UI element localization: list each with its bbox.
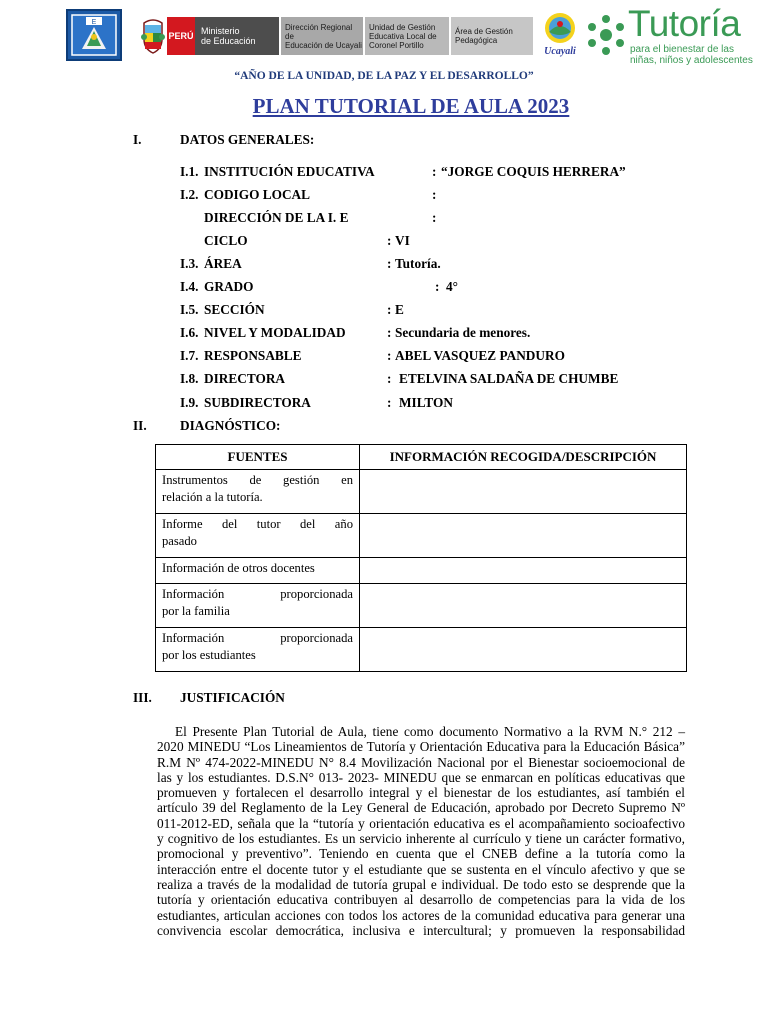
source-cell — [156, 628, 360, 672]
field-value: E — [395, 302, 404, 317]
info-cell — [360, 558, 687, 584]
ugel-line-3: Coronel Portillo — [369, 40, 424, 50]
field-separator: : — [435, 279, 440, 294]
peru-label: PERÚ — [167, 17, 195, 55]
ministry-line-2: de Educación — [201, 36, 256, 46]
field-separator: : — [432, 187, 437, 202]
tutoria-sub-line-1: para el bienestar de las — [630, 44, 734, 55]
source-cell — [156, 470, 360, 514]
drel-line-2: Educación de Ucayali — [285, 40, 362, 50]
field-value: ABEL VASQUEZ PANDURO — [395, 348, 565, 363]
source-line: Información proporcionada — [162, 587, 353, 601]
table-header-row — [156, 445, 687, 470]
field-label: DIRECTORA — [204, 371, 286, 386]
field-label: DIRECCIÓN DE LA I. E — [204, 210, 349, 225]
field-label: CICLO — [204, 233, 248, 248]
paragraph-line: tutoría y orientación educativa contribuyen al desarrollo de competencias para la vida de los — [157, 892, 685, 908]
source-line: por la familia — [162, 604, 230, 618]
paragraph-line: interacción entre el docente tutor y el estudiante que se sustenta en el vínculo afectivo y que se — [157, 861, 685, 877]
field-label: ÁREA — [204, 256, 242, 271]
field-label: NIVEL Y MODALIDAD — [204, 325, 346, 340]
table-row — [156, 470, 687, 514]
field-separator: : — [387, 233, 392, 248]
source-line: Instrumentos de gestión en — [162, 473, 353, 487]
source-cell — [156, 584, 360, 628]
section-1-title: DATOS GENERALES: — [180, 132, 315, 147]
field-separator: : — [387, 302, 392, 317]
field-number: I.2. — [180, 187, 199, 202]
ugel-label — [365, 17, 449, 55]
section-3-number: III. — [133, 690, 152, 705]
table-row — [156, 558, 687, 584]
field-number: I.9. — [180, 395, 199, 410]
drel-line-1: Dirección Regional de — [285, 22, 353, 41]
paragraph-line: promueven y fortalecen el desarrollo integral y el bienestar de los estudiantes, así también el — [157, 785, 685, 801]
field-number: I.6. — [180, 325, 199, 340]
field-value: MILTON — [399, 395, 453, 410]
table-row — [156, 584, 687, 628]
field-value: 4° — [446, 279, 458, 294]
field-separator: : — [387, 395, 392, 410]
field-separator: : — [387, 325, 392, 340]
svg-text:E: E — [91, 19, 97, 26]
field-separator: : — [387, 348, 392, 363]
paragraph-line: El Presente Plan Tutorial de Aula, tiene como documento Normativo a la RVM N.° 212 – — [175, 724, 685, 739]
field-label: CODIGO LOCAL — [204, 187, 311, 202]
table-row — [156, 628, 687, 672]
paragraph-line: estudiantes, articulan acciones con todos los actores de la comunidad educativa para generar una — [157, 907, 685, 923]
ugel-line-1: Unidad de Gestión — [369, 22, 436, 32]
source-cell — [156, 558, 360, 584]
source-line: por los estudiantes — [162, 648, 256, 662]
field-number: I.7. — [180, 348, 199, 363]
ucayali-logo — [538, 10, 582, 60]
field-number: I.1. — [180, 164, 199, 179]
tutoria-dots-icon — [586, 10, 626, 60]
field-separator: : — [387, 256, 392, 271]
diagnostic-table — [155, 444, 687, 672]
field-value: ETELVINA SALDAÑA DE CHUMBE — [399, 371, 619, 386]
field-separator: : — [432, 164, 437, 179]
year-slogan: “AÑO DE LA UNIDAD, DE LA PAZ Y EL DESARROLLO” — [234, 70, 534, 82]
section-1-number: I. — [133, 132, 142, 147]
info-cell — [360, 584, 687, 628]
field-separator: : — [432, 210, 437, 225]
paragraph-line: las y los estudiantes. D.S.N° 013- 2023- MINEDU que se enmarcan en políticas educativas que — [157, 769, 685, 785]
field-label: INSTITUCIÓN EDUCATIVA — [204, 164, 375, 179]
field-number: I.3. — [180, 256, 199, 271]
agp-label — [451, 17, 533, 55]
source-line: Información de otros docentes — [162, 561, 315, 575]
source-line: relación a la tutoría. — [162, 490, 263, 504]
field-label: GRADO — [204, 279, 254, 294]
field-separator: : — [387, 371, 392, 386]
field-value: “JORGE COQUIS HERRERA” — [441, 164, 626, 179]
info-cell — [360, 470, 687, 514]
paragraph-line: R.M Nº 474-2022-MINEDU N° 8.4 Movilización Nacional por el Bienestar socioemocional de — [157, 754, 685, 770]
paragraph-line: realiza a través de la modalidad de tutoría grupal e individual. De todo esto se desprende que la — [157, 876, 685, 892]
field-number: I.4. — [180, 279, 199, 294]
source-cell — [156, 514, 360, 558]
section-2-title: DIAGNÓSTICO: — [180, 418, 281, 433]
field-number: I.5. — [180, 302, 199, 317]
ugel-line-2: Educativa Local de — [369, 31, 437, 41]
ministry-label — [195, 17, 279, 55]
source-line: Informe del tutor del año — [162, 517, 353, 531]
tutoria-brand-title: Tutoría — [628, 3, 741, 44]
info-cell — [360, 628, 687, 672]
field-value: Secundaria de menores. — [395, 325, 531, 340]
column-header-sources: FUENTES — [156, 445, 360, 470]
field-number: I.8. — [180, 371, 199, 386]
info-cell — [360, 514, 687, 558]
justification-paragraph — [157, 724, 685, 938]
paragraph-line: convivencia escolar democrática, inclusiva e intercultural; y promueven la responsabilidad — [157, 922, 685, 938]
tutoria-sub-line-2: niñas, niños y adolescentes — [630, 55, 753, 66]
agp-line-1: Área de Gestión — [455, 27, 513, 36]
table-row — [156, 514, 687, 558]
ministry-line-1: Ministerio — [201, 26, 240, 36]
plan-title: PLAN TUTORIAL DE AULA 2023 — [252, 94, 570, 118]
paragraph-line: promocional y preventivo”. Teniendo en cuenta que el CNEB define a la tutoría como la — [157, 846, 685, 862]
agp-line-2: Pedagógica — [455, 36, 498, 45]
regional-coat-of-arms-logo — [66, 9, 122, 61]
column-header-information: INFORMACIÓN RECOGIDA/DESCRIPCIÓN — [360, 445, 687, 470]
section-3-title: JUSTIFICACIÓN — [180, 690, 285, 705]
paragraph-line: artículo 39 del Reglamento de la Ley General de Educación, aprobado por Decreto Supremo Nº — [157, 800, 685, 816]
source-line: Información proporcionada — [162, 631, 353, 645]
paragraph-line: 2020 MINEDU “Los Lineamientos de Tutoría y Orientación Educativa para la Educación Básica” — [157, 739, 685, 755]
drel-label — [281, 17, 363, 55]
peru-national-shield-icon — [140, 17, 166, 55]
ucayali-wordmark: Ucayali — [544, 46, 576, 57]
section-2-number: II. — [133, 418, 147, 433]
tutoria-brand-subtitle — [630, 44, 753, 66]
field-label: RESPONSABLE — [204, 348, 302, 363]
field-label: SUBDIRECTORA — [204, 395, 311, 410]
paragraph-line: y cognitivo de los estudiantes. Es un servicio inherente al currículo y tiene un carácter formativo, — [157, 831, 685, 847]
field-value: Tutoría. — [395, 256, 441, 271]
field-value: VI — [395, 233, 410, 248]
paragraph-line: 011-2012-ED, señala que la “tutoría y orientación educativa es el acompañamiento socioafectivo — [157, 815, 685, 831]
source-line: pasado — [162, 534, 197, 548]
field-label: SECCIÓN — [204, 302, 265, 317]
